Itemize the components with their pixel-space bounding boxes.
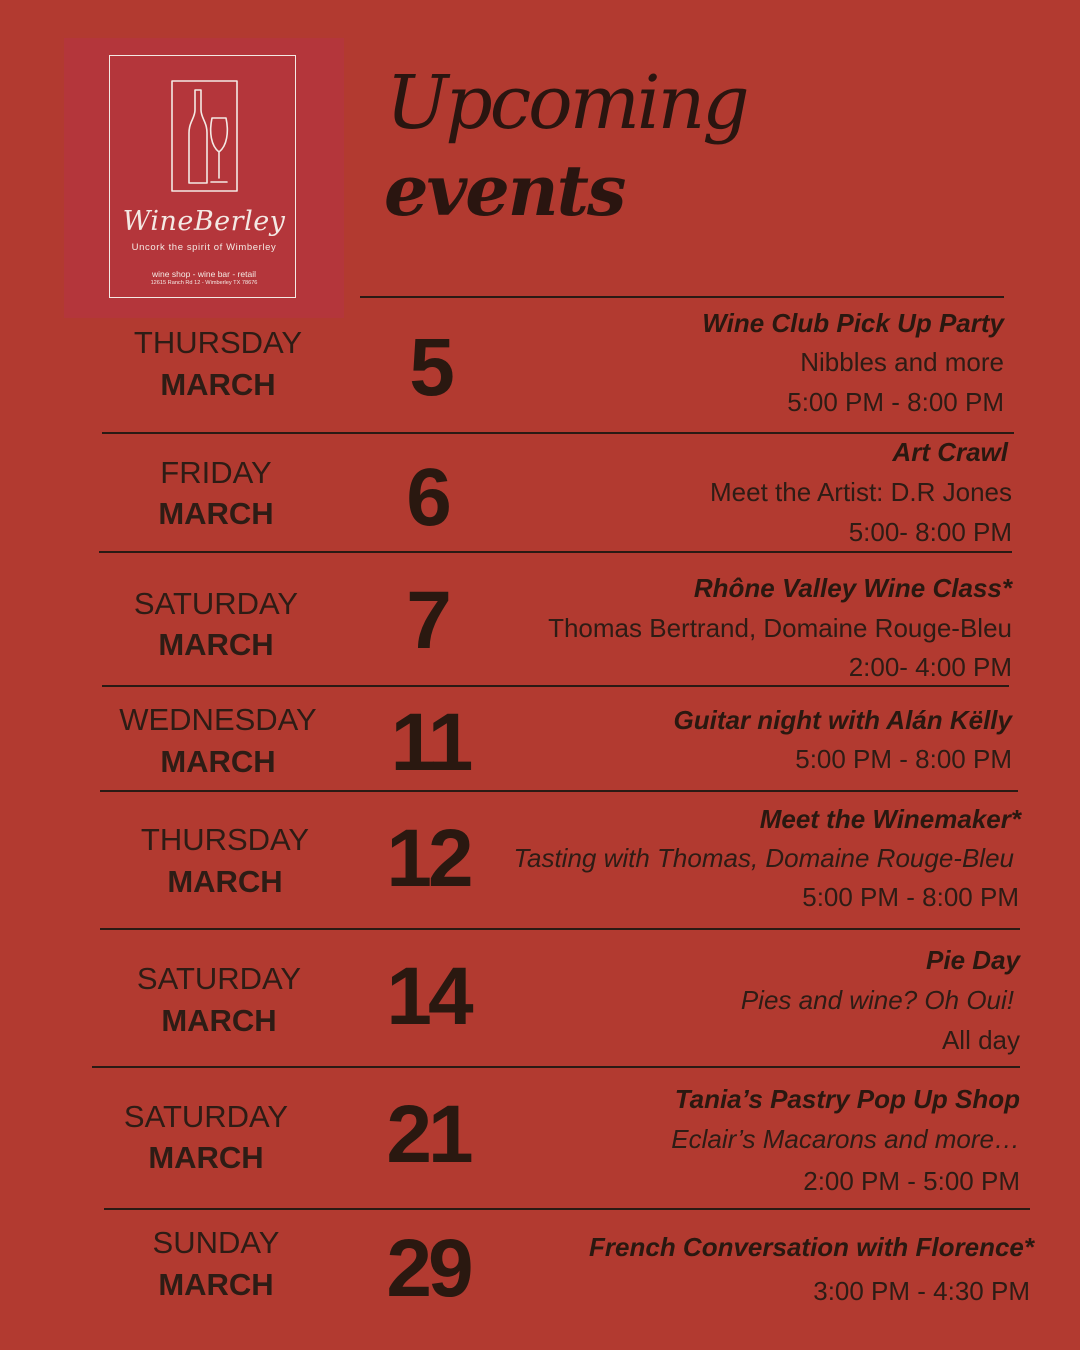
event-time: 5:00- 8:00 PM [848, 517, 1012, 547]
event-time: 5:00 PM - 8:00 PM [802, 882, 1019, 912]
heading-upcoming: Upcoming [386, 60, 747, 146]
logo-services: wine shop - wine bar - retail [152, 269, 256, 279]
event-title: Art Crawl [892, 437, 1008, 467]
logo-tagline: Uncork the spirit of Wimberley [131, 242, 277, 253]
event-time: 5:00 PM - 8:00 PM [787, 387, 1004, 417]
event-month: MARCH [158, 496, 274, 531]
event-title: Pie Day [926, 945, 1020, 975]
event-day: THURSDAY [140, 822, 310, 857]
event-month: MARCH [167, 864, 283, 899]
event-title: Wine Club Pick Up Party [702, 308, 1004, 338]
event-time: 3:00 PM - 4:30 PM [813, 1276, 1030, 1306]
row-divider [99, 551, 1012, 553]
event-date: 11 [390, 697, 470, 788]
event-day: SATURDAY [123, 1099, 289, 1134]
event-month: MARCH [160, 744, 276, 779]
event-time: 2:00- 4:00 PM [848, 652, 1012, 682]
row-divider [102, 685, 1009, 687]
event-time: All day [941, 1025, 1020, 1055]
row-divider [100, 790, 1018, 792]
event-date: 12 [386, 813, 470, 904]
event-month: MARCH [148, 1140, 264, 1175]
event-description: Eclair’s Macarons and more… [671, 1124, 1020, 1154]
event-time: 5:00 PM - 8:00 PM [795, 744, 1012, 774]
event-month: MARCH [161, 1003, 277, 1038]
event-title: Guitar night with Alán Këlly [673, 705, 1012, 735]
event-title: Tania’s Pastry Pop Up Shop [674, 1084, 1020, 1114]
event-title: Meet the Winemaker* [759, 804, 1021, 834]
row-divider [100, 928, 1020, 930]
event-description: Thomas Bertrand, Domaine Rouge-Bleu [548, 613, 1012, 643]
row-divider [360, 296, 1004, 298]
event-day: WEDNESDAY [119, 702, 317, 737]
event-description: Tasting with Thomas, Domaine Rouge-Bleu [513, 843, 1014, 873]
event-title: Rhône Valley Wine Class* [693, 573, 1012, 603]
event-day: SATURDAY [136, 961, 302, 996]
event-day: FRIDAY [160, 455, 272, 490]
wineberley-logo [64, 38, 344, 318]
row-divider [102, 432, 1014, 434]
event-date: 14 [386, 951, 470, 1042]
row-divider [92, 1066, 1020, 1068]
heading-events: events [384, 149, 625, 232]
event-month: MARCH [158, 1267, 274, 1302]
logo-brand-name: WineBerley [122, 206, 286, 237]
event-day: SATURDAY [133, 586, 299, 621]
event-title: French Conversation with Florence* [589, 1232, 1034, 1262]
event-month: MARCH [158, 627, 274, 662]
event-day: THURSDAY [133, 325, 303, 360]
logo-address: 12615 Ranch Rd 12 - Wimberley TX 78676 [150, 280, 258, 286]
event-month: MARCH [160, 367, 276, 402]
event-time: 2:00 PM - 5:00 PM [803, 1166, 1020, 1196]
row-divider [104, 1208, 1030, 1210]
event-date: 21 [386, 1089, 470, 1180]
event-day: SUNDAY [152, 1225, 280, 1260]
event-date: 7 [406, 575, 448, 666]
event-description: Meet the Artist: D.R Jones [709, 477, 1012, 507]
event-date: 5 [409, 322, 451, 413]
event-date: 6 [406, 452, 448, 543]
event-description: Nibbles and more [800, 347, 1004, 377]
event-date: 29 [386, 1223, 470, 1314]
event-description: Pies and wine? Oh Oui! [740, 985, 1014, 1015]
